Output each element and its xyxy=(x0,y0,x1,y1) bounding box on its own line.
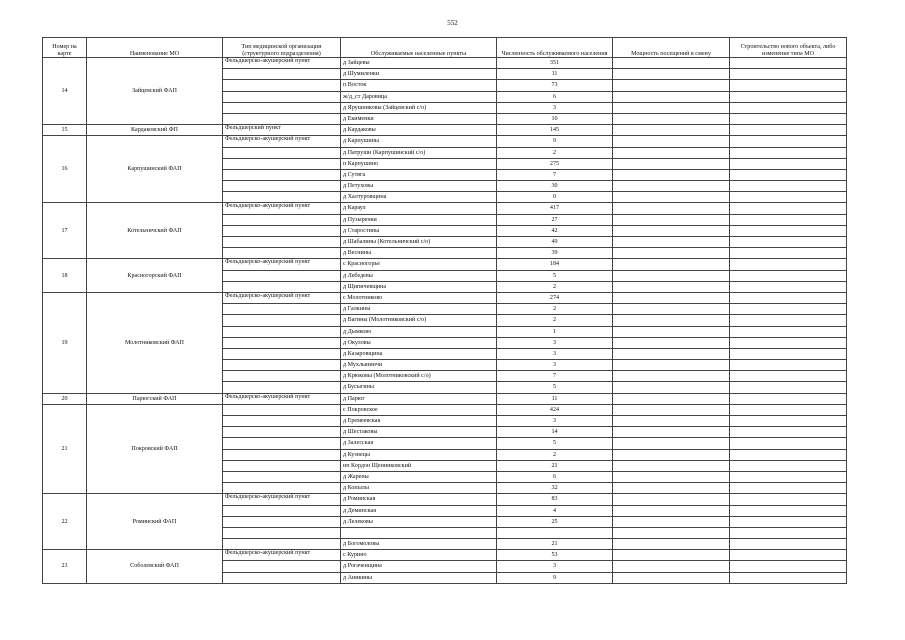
construction-cell xyxy=(730,527,847,538)
population-cell: 32 xyxy=(497,483,613,494)
table-row xyxy=(43,393,847,404)
construction-cell xyxy=(730,516,847,527)
population-cell: 83 xyxy=(497,494,613,505)
capacity-cell xyxy=(613,304,730,315)
org-type-cell xyxy=(223,382,341,393)
construction-cell xyxy=(730,416,847,427)
capacity-cell xyxy=(613,416,730,427)
population-cell: 14 xyxy=(497,427,613,438)
population-cell: 27 xyxy=(497,214,613,225)
population-cell: 2 xyxy=(497,315,613,326)
settlement-cell xyxy=(341,527,497,538)
construction-cell xyxy=(730,550,847,561)
settlement-cell: д Мухлынинчи xyxy=(341,360,497,371)
settlement-cell: д Лелековы xyxy=(341,516,497,527)
org-type-cell xyxy=(223,326,341,337)
population-cell: 49 xyxy=(497,237,613,248)
org-type-cell xyxy=(223,527,341,538)
capacity-cell xyxy=(613,393,730,404)
population-cell: 11 xyxy=(497,393,613,404)
construction-cell xyxy=(730,69,847,80)
population-cell: 3 xyxy=(497,348,613,359)
population-cell: 39 xyxy=(497,248,613,259)
capacity-cell xyxy=(613,404,730,415)
mo-name-cell: Соболевский ФАП xyxy=(87,550,223,584)
construction-cell xyxy=(730,80,847,91)
capacity-cell xyxy=(613,438,730,449)
org-type-cell xyxy=(223,416,341,427)
org-type-cell xyxy=(223,460,341,471)
settlement-cell: д Окуловы xyxy=(341,337,497,348)
construction-cell xyxy=(730,158,847,169)
capacity-cell xyxy=(613,471,730,482)
capacity-cell xyxy=(613,326,730,337)
org-type-cell xyxy=(223,113,341,124)
settlement-cell: д Халтуровщина xyxy=(341,192,497,203)
population-cell: 4 xyxy=(497,505,613,516)
construction-cell xyxy=(730,147,847,158)
capacity-cell xyxy=(613,572,730,583)
capacity-cell xyxy=(613,169,730,180)
settlement-cell: с Молотниково xyxy=(341,292,497,303)
construction-cell xyxy=(730,203,847,214)
settlement-cell: с Курино xyxy=(341,550,497,561)
capacity-cell xyxy=(613,181,730,192)
settlement-cell: с Покровское xyxy=(341,404,497,415)
capacity-cell xyxy=(613,427,730,438)
mo-name-cell: Покровский ФАП xyxy=(87,404,223,494)
settlement-cell: нп Кордон Щенниковский xyxy=(341,460,497,471)
construction-cell xyxy=(730,102,847,113)
settlement-cell: д Зайцевы xyxy=(341,58,497,69)
mo-name-cell: Парюгский ФАП xyxy=(87,393,223,404)
construction-cell xyxy=(730,404,847,415)
population-cell: 3 xyxy=(497,337,613,348)
org-type-cell xyxy=(223,449,341,460)
org-type-cell xyxy=(223,471,341,482)
population-cell: 53 xyxy=(497,550,613,561)
construction-cell xyxy=(730,471,847,482)
population-cell: 3 xyxy=(497,102,613,113)
mo-name-cell: Кардаковский ФП xyxy=(87,125,223,136)
construction-cell xyxy=(730,539,847,550)
population-cell: 9 xyxy=(497,572,613,583)
population-cell: 25 xyxy=(497,516,613,527)
settlement-cell: д Караул xyxy=(341,203,497,214)
construction-cell xyxy=(730,360,847,371)
settlement-cell: д Патруши (Карпушинский с/о) xyxy=(341,147,497,158)
capacity-cell xyxy=(613,483,730,494)
table-row xyxy=(43,494,847,505)
org-type-cell xyxy=(223,248,341,259)
org-type-cell xyxy=(223,404,341,415)
construction-cell xyxy=(730,427,847,438)
capacity-cell xyxy=(613,270,730,281)
org-type-cell xyxy=(223,315,341,326)
capacity-cell xyxy=(613,348,730,359)
capacity-cell xyxy=(613,203,730,214)
capacity-cell xyxy=(613,225,730,236)
org-type-cell xyxy=(223,539,341,550)
construction-cell xyxy=(730,136,847,147)
settlement-cell: д Ярушниковы (Зайцевский с/о) xyxy=(341,102,497,113)
map-number-cell: 15 xyxy=(43,125,87,136)
construction-cell xyxy=(730,337,847,348)
capacity-cell xyxy=(613,360,730,371)
population-cell: 274 xyxy=(497,292,613,303)
population-cell: 3 xyxy=(497,360,613,371)
settlement-cell: д Старостины xyxy=(341,225,497,236)
settlement-cell: д Шестаковы xyxy=(341,427,497,438)
capacity-cell xyxy=(613,80,730,91)
org-type-cell xyxy=(223,214,341,225)
settlement-cell: д Залесская xyxy=(341,438,497,449)
construction-cell xyxy=(730,259,847,270)
construction-cell xyxy=(730,382,847,393)
header-settlements: Обслуживаемые населенные пункты xyxy=(341,38,497,58)
org-type-cell xyxy=(223,561,341,572)
org-type-cell: Фельдшерско-акушерский пункт xyxy=(223,136,341,147)
construction-cell xyxy=(730,192,847,203)
construction-cell xyxy=(730,270,847,281)
population-cell: 2 xyxy=(497,449,613,460)
org-type-cell: Фельдшерский пункт xyxy=(223,125,341,136)
construction-cell xyxy=(730,393,847,404)
capacity-cell xyxy=(613,237,730,248)
settlement-cell: д Казаровщина xyxy=(341,348,497,359)
settlement-cell: д Кузнецы xyxy=(341,449,497,460)
settlement-cell: с Красногорье xyxy=(341,259,497,270)
settlement-cell: д Пузыренки xyxy=(341,214,497,225)
map-number-cell: 19 xyxy=(43,292,87,393)
population-cell: 10 xyxy=(497,113,613,124)
capacity-cell xyxy=(613,292,730,303)
table-row xyxy=(43,136,847,147)
capacity-cell xyxy=(613,505,730,516)
construction-cell xyxy=(730,438,847,449)
table-row xyxy=(43,58,847,69)
capacity-cell xyxy=(613,102,730,113)
header-map-number: Номер на карте xyxy=(43,38,87,58)
header-population: Численность обслуживаемого населения xyxy=(497,38,613,58)
capacity-cell xyxy=(613,69,730,80)
table-row xyxy=(43,203,847,214)
construction-cell xyxy=(730,237,847,248)
org-type-cell xyxy=(223,80,341,91)
settlement-cell: п Карпушино xyxy=(341,158,497,169)
capacity-cell xyxy=(613,58,730,69)
org-type-cell xyxy=(223,281,341,292)
construction-cell xyxy=(730,125,847,136)
construction-cell xyxy=(730,561,847,572)
capacity-cell xyxy=(613,561,730,572)
construction-cell xyxy=(730,214,847,225)
org-type-cell xyxy=(223,147,341,158)
construction-cell xyxy=(730,169,847,180)
population-cell: 275 xyxy=(497,158,613,169)
org-type-cell: Фельдшерско-акушерский пункт xyxy=(223,58,341,69)
population-cell: 5 xyxy=(497,438,613,449)
settlement-cell: д Аникины xyxy=(341,572,497,583)
table-row xyxy=(43,550,847,561)
org-type-cell xyxy=(223,169,341,180)
capacity-cell xyxy=(613,494,730,505)
map-number-cell: 14 xyxy=(43,58,87,125)
org-type-cell xyxy=(223,505,341,516)
map-number-cell: 18 xyxy=(43,259,87,293)
construction-cell xyxy=(730,91,847,102)
org-type-cell xyxy=(223,225,341,236)
org-type-cell xyxy=(223,102,341,113)
construction-cell xyxy=(730,181,847,192)
population-cell: 417 xyxy=(497,203,613,214)
org-type-cell xyxy=(223,181,341,192)
capacity-cell xyxy=(613,113,730,124)
construction-cell xyxy=(730,225,847,236)
construction-cell xyxy=(730,326,847,337)
settlement-cell: ж/д_ст Даровица xyxy=(341,91,497,102)
population-cell: 7 xyxy=(497,169,613,180)
capacity-cell xyxy=(613,539,730,550)
population-cell: 0 xyxy=(497,192,613,203)
construction-cell xyxy=(730,281,847,292)
org-type-cell xyxy=(223,91,341,102)
mo-name-cell: Котельничский ФАП xyxy=(87,203,223,259)
settlement-cell: д Веснины xyxy=(341,248,497,259)
settlement-cell: д Лебедевы xyxy=(341,270,497,281)
capacity-cell xyxy=(613,248,730,259)
population-cell: 30 xyxy=(497,181,613,192)
construction-cell xyxy=(730,348,847,359)
org-type-cell xyxy=(223,516,341,527)
capacity-cell xyxy=(613,136,730,147)
settlement-cell: д Шумиленки xyxy=(341,69,497,80)
capacity-cell xyxy=(613,371,730,382)
construction-cell xyxy=(730,315,847,326)
map-number-cell: 23 xyxy=(43,550,87,584)
table-row xyxy=(43,292,847,303)
settlement-cell: д Сутяга xyxy=(341,169,497,180)
org-type-cell xyxy=(223,304,341,315)
construction-cell xyxy=(730,113,847,124)
capacity-cell xyxy=(613,147,730,158)
capacity-cell xyxy=(613,91,730,102)
mo-name-cell: Зайцевский ФАП xyxy=(87,58,223,125)
map-number-cell: 22 xyxy=(43,494,87,550)
header-mo-name: Наименование МО xyxy=(87,38,223,58)
settlement-cell: д Шабалины (Котельничский с/о) xyxy=(341,237,497,248)
population-cell: 184 xyxy=(497,259,613,270)
capacity-cell xyxy=(613,382,730,393)
org-type-cell xyxy=(223,337,341,348)
construction-cell xyxy=(730,483,847,494)
org-type-cell xyxy=(223,483,341,494)
population-cell: 2 xyxy=(497,281,613,292)
org-type-cell xyxy=(223,348,341,359)
population-cell: 6 xyxy=(497,91,613,102)
population-cell xyxy=(497,527,613,538)
mo-name-cell: Карпушинский ФАП xyxy=(87,136,223,203)
header-row xyxy=(43,38,847,58)
population-cell: 21 xyxy=(497,539,613,550)
settlement-cell: д Деминская xyxy=(341,505,497,516)
population-cell: 6 xyxy=(497,471,613,482)
population-cell: 42 xyxy=(497,225,613,236)
settlement-cell: п Восток xyxy=(341,80,497,91)
population-cell: 5 xyxy=(497,382,613,393)
settlement-cell: д Рогаченщина xyxy=(341,561,497,572)
settlement-cell: д Богомоловы xyxy=(341,539,497,550)
population-cell: 145 xyxy=(497,125,613,136)
construction-cell xyxy=(730,371,847,382)
org-type-cell xyxy=(223,158,341,169)
construction-cell xyxy=(730,505,847,516)
org-type-cell xyxy=(223,237,341,248)
org-type-cell xyxy=(223,438,341,449)
construction-cell xyxy=(730,292,847,303)
settlement-cell: д Роминская xyxy=(341,494,497,505)
population-cell: 1 xyxy=(497,326,613,337)
mo-name-cell: Роминский ФАП xyxy=(87,494,223,550)
settlement-cell: д Парюг xyxy=(341,393,497,404)
mo-name-cell: Красногорский ФАП xyxy=(87,259,223,293)
construction-cell xyxy=(730,58,847,69)
capacity-cell xyxy=(613,192,730,203)
settlement-cell: д Жарены xyxy=(341,471,497,482)
population-cell: 3 xyxy=(497,561,613,572)
org-type-cell xyxy=(223,572,341,583)
population-cell: 2 xyxy=(497,304,613,315)
table-row xyxy=(43,259,847,270)
org-type-cell xyxy=(223,192,341,203)
settlement-cell: д Дымково xyxy=(341,326,497,337)
header-construction: Строительство нового объекта, либо изменение типа МО xyxy=(730,38,847,58)
population-cell: 5 xyxy=(497,270,613,281)
org-type-cell: Фельдшерско-акушерский пункт xyxy=(223,259,341,270)
construction-cell xyxy=(730,494,847,505)
org-type-cell: Фельдшерско-акушерский пункт xyxy=(223,292,341,303)
org-type-cell: Фельдшерско-акушерский пункт xyxy=(223,203,341,214)
header-capacity: Мощность посещений в смену xyxy=(613,38,730,58)
population-cell: 3 xyxy=(497,416,613,427)
org-type-cell xyxy=(223,427,341,438)
settlement-cell: д Карпушины xyxy=(341,136,497,147)
construction-cell xyxy=(730,248,847,259)
population-cell: 11 xyxy=(497,69,613,80)
org-type-cell: Фельдшерско-акушерский пункт xyxy=(223,494,341,505)
settlement-cell: д Вагины (Молотниковский с/о) xyxy=(341,315,497,326)
population-cell: 2 xyxy=(497,147,613,158)
construction-cell xyxy=(730,304,847,315)
settlement-cell: д Кардаковы xyxy=(341,125,497,136)
population-cell: 351 xyxy=(497,58,613,69)
capacity-cell xyxy=(613,281,730,292)
table-body xyxy=(43,58,847,584)
org-type-cell xyxy=(223,360,341,371)
capacity-cell xyxy=(613,516,730,527)
population-cell: 424 xyxy=(497,404,613,415)
settlement-cell: д Екименки xyxy=(341,113,497,124)
table-row xyxy=(43,125,847,136)
capacity-cell xyxy=(613,214,730,225)
table-row xyxy=(43,404,847,415)
org-type-cell xyxy=(223,69,341,80)
construction-cell xyxy=(730,449,847,460)
population-cell: 9 xyxy=(497,136,613,147)
page-number: 552 xyxy=(447,19,458,27)
capacity-cell xyxy=(613,337,730,348)
header-org-type: Тип медицинской организации (структурного подразделения) xyxy=(223,38,341,58)
settlement-cell: д Щипичевщина xyxy=(341,281,497,292)
capacity-cell xyxy=(613,315,730,326)
capacity-cell xyxy=(613,158,730,169)
map-number-cell: 17 xyxy=(43,203,87,259)
org-type-cell: Фельдшерско-акушерский пункт xyxy=(223,393,341,404)
construction-cell xyxy=(730,572,847,583)
org-type-cell xyxy=(223,371,341,382)
population-cell: 7 xyxy=(497,371,613,382)
facilities-table xyxy=(42,37,847,584)
org-type-cell: Фельдшерско-акушерский пункт xyxy=(223,550,341,561)
capacity-cell xyxy=(613,460,730,471)
settlement-cell: д Еремеевская xyxy=(341,416,497,427)
settlement-cell: д Галкины xyxy=(341,304,497,315)
settlement-cell: д Копылы xyxy=(341,483,497,494)
map-number-cell: 16 xyxy=(43,136,87,203)
settlement-cell: д Петуховы xyxy=(341,181,497,192)
capacity-cell xyxy=(613,449,730,460)
capacity-cell xyxy=(613,125,730,136)
population-cell: 73 xyxy=(497,80,613,91)
mo-name-cell: Молотниковский ФАП xyxy=(87,292,223,393)
settlement-cell: д Крюковы (Молотниковский с/о) xyxy=(341,371,497,382)
map-number-cell: 20 xyxy=(43,393,87,404)
population-cell: 21 xyxy=(497,460,613,471)
map-number-cell: 21 xyxy=(43,404,87,494)
settlement-cell: д Бусыгины xyxy=(341,382,497,393)
capacity-cell xyxy=(613,550,730,561)
capacity-cell xyxy=(613,527,730,538)
construction-cell xyxy=(730,460,847,471)
org-type-cell xyxy=(223,270,341,281)
capacity-cell xyxy=(613,259,730,270)
